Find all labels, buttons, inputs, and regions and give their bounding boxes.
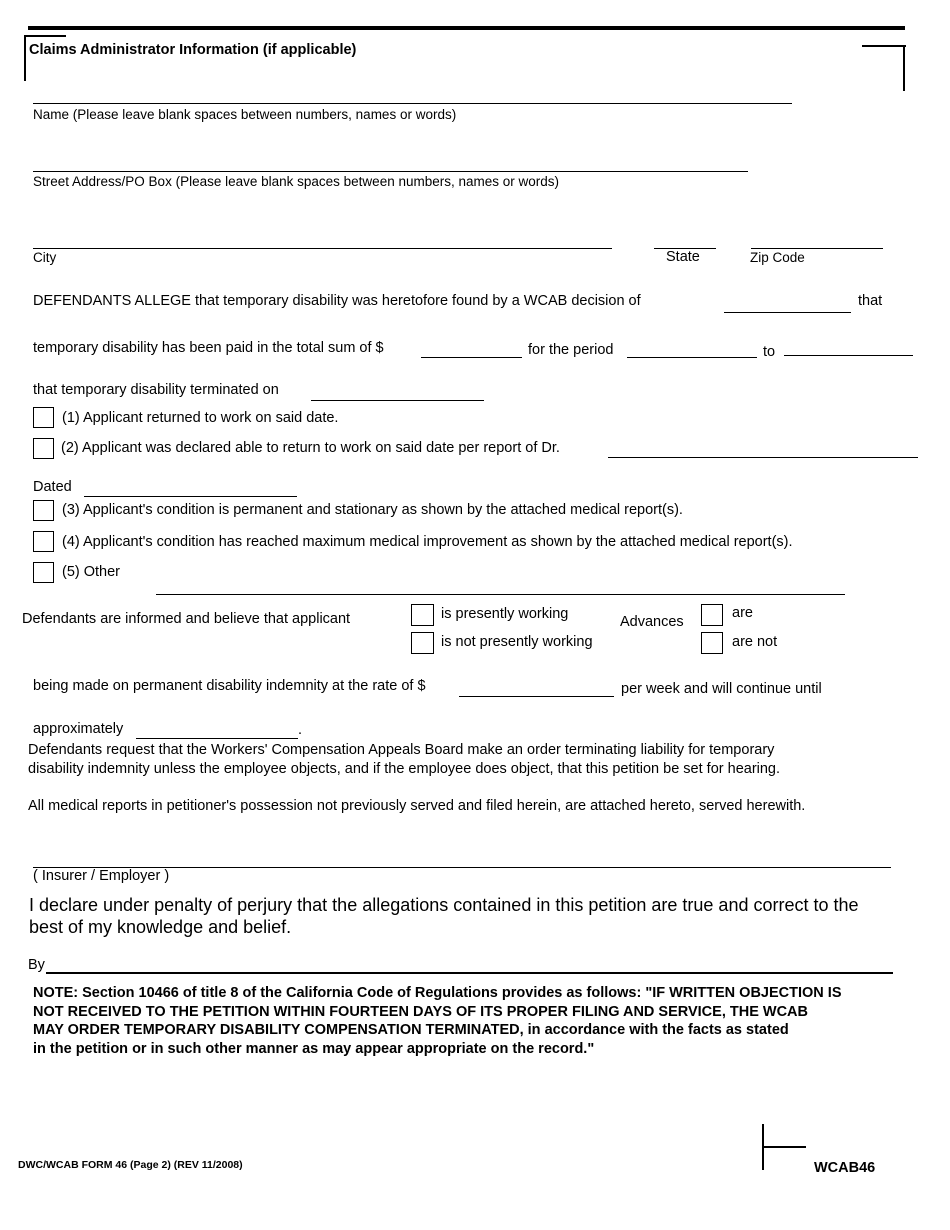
indemnity-rate-field[interactable] xyxy=(459,696,614,697)
declaration-line-2: best of my knowledge and belief. xyxy=(29,917,292,937)
other-field[interactable] xyxy=(156,594,845,595)
dated-field[interactable] xyxy=(84,496,297,497)
option-2-checkbox[interactable] xyxy=(33,438,54,459)
dated-label: Dated xyxy=(33,479,72,495)
is-working-checkbox[interactable] xyxy=(411,604,434,626)
name-field[interactable] xyxy=(33,83,791,103)
advances-label: Advances xyxy=(620,614,684,630)
option-1-checkbox[interactable] xyxy=(33,407,54,428)
period-end-field[interactable] xyxy=(784,355,913,356)
corner-mark-left-horizontal xyxy=(24,35,66,37)
corner-mark-right-vertical xyxy=(903,45,905,91)
zip-field[interactable] xyxy=(751,228,882,248)
decision-date-field[interactable] xyxy=(724,312,851,313)
option-4-label: (4) Applicant's condition has reached maximum medical improvement as shown by the attached medical report(s). xyxy=(62,534,793,550)
note-line-2: NOT RECEIVED TO THE PETITION WITHIN FOURTEEN DAYS OF ITS PROPER FILING AND SERVICE, THE WCAB xyxy=(33,1004,808,1020)
doctor-name-field[interactable] xyxy=(608,457,918,458)
option-3-checkbox[interactable] xyxy=(33,500,54,521)
request-line-1: Defendants request that the Workers' Compensation Appeals Board make an order terminating liability for temporary xyxy=(28,742,775,758)
note-line-3: MAY ORDER TEMPORARY DISABILITY COMPENSATION TERMINATED, in accordance with the facts as stated xyxy=(33,1022,789,1038)
form-id: DWC/WCAB FORM 46 (Page 2) (REV 11/2008) xyxy=(18,1159,243,1171)
city-label: City xyxy=(33,250,57,265)
name-field-line xyxy=(33,103,792,104)
medical-reports-text: All medical reports in petitioner's possession not previously served and filed herein, are attached hereto, served herewith. xyxy=(28,798,806,814)
street-field-line xyxy=(33,171,748,172)
bottom-corner-horizontal xyxy=(762,1146,806,1148)
per-week-text: per week and will continue until xyxy=(621,681,822,697)
allegation-that-text: that xyxy=(858,293,883,309)
name-label: Name (Please leave blank spaces between numbers, names or words) xyxy=(33,107,457,122)
option-2-label: (2) Applicant was declared able to return to work on said date per report of Dr. xyxy=(61,440,560,456)
approx-date-field[interactable] xyxy=(136,738,298,739)
indemnity-rate-text: being made on permanent disability indemnity at the rate of $ xyxy=(33,678,426,694)
is-working-label: is presently working xyxy=(441,606,569,622)
advances-are-checkbox[interactable] xyxy=(701,604,723,626)
advances-are-not-label: are not xyxy=(732,634,778,650)
terminated-date-field[interactable] xyxy=(311,400,484,401)
period-to-text: to xyxy=(763,344,776,360)
advances-are-not-checkbox[interactable] xyxy=(701,632,723,654)
approx-label: approximately xyxy=(33,721,124,737)
not-working-checkbox[interactable] xyxy=(411,632,434,654)
declaration-line-1: I declare under penalty of perjury that the allegations contained in this petition are true and correct to the xyxy=(29,895,859,915)
option-4-checkbox[interactable] xyxy=(33,531,54,552)
city-field[interactable] xyxy=(33,228,611,248)
by-label: By xyxy=(28,957,45,973)
advances-are-label: are xyxy=(732,605,753,621)
paid-sum-text: temporary disability has been paid in the total sum of $ xyxy=(33,340,384,356)
working-intro-text: Defendants are informed and believe that applicant xyxy=(22,611,351,627)
option-5-label: (5) Other xyxy=(62,564,121,580)
option-3-label: (3) Applicant's condition is permanent and stationary as shown by the attached medical report(s). xyxy=(62,502,683,518)
top-rule xyxy=(28,26,905,30)
request-line-2: disability indemnity unless the employee objects, and if the employee does object, that this petition be set for hearing. xyxy=(28,761,781,777)
not-working-label: is not presently working xyxy=(441,634,593,650)
period-start-field[interactable] xyxy=(627,357,757,358)
allegation-decision-text: DEFENDANTS ALLEGE that temporary disability was heretofore found by a WCAB decision of xyxy=(33,293,641,309)
state-label: State xyxy=(666,249,700,265)
street-label: Street Address/PO Box (Please leave blank spaces between numbers, names or words) xyxy=(33,174,560,189)
paid-sum-field[interactable] xyxy=(421,357,522,358)
period-text: for the period xyxy=(528,342,614,358)
terminated-text: that temporary disability terminated on xyxy=(33,382,279,398)
zip-label: Zip Code xyxy=(750,250,805,265)
city-field-line xyxy=(33,248,612,249)
insurer-label: ( Insurer / Employer ) xyxy=(33,868,170,884)
note-line-1: NOTE: Section 10466 of title 8 of the California Code of Regulations provides as follows: "IF WRITTEN OBJECTION IS xyxy=(33,985,842,1001)
form-code: WCAB46 xyxy=(814,1160,876,1176)
option-1-label: (1) Applicant returned to work on said date. xyxy=(62,410,339,426)
street-field[interactable] xyxy=(33,151,747,171)
state-field[interactable] xyxy=(654,228,715,248)
corner-mark-right-horizontal xyxy=(862,45,906,47)
note-line-4: in the petition or in such other manner as may appear appropriate on the record." xyxy=(33,1041,595,1057)
section-title: Claims Administrator Information (if applicable) xyxy=(29,42,357,58)
option-5-checkbox[interactable] xyxy=(33,562,54,583)
by-signature-line[interactable] xyxy=(46,972,893,974)
corner-mark-left-vertical xyxy=(24,35,26,81)
approx-period: . xyxy=(298,722,303,738)
